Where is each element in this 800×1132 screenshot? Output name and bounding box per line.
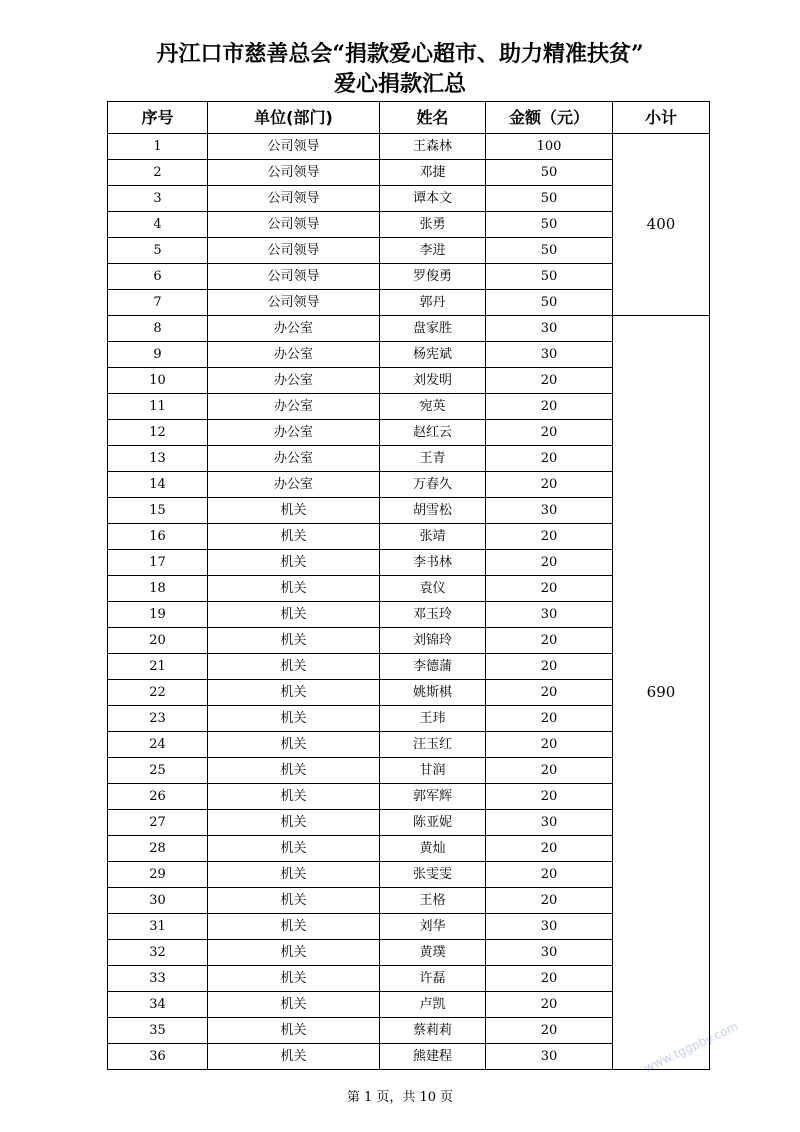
cell-amount: 20 <box>486 446 613 472</box>
cell-name: 甘润 <box>380 758 486 784</box>
cell-subtotal: 690 <box>613 316 710 1070</box>
cell-index: 32 <box>108 940 208 966</box>
cell-name: 汪玉红 <box>380 732 486 758</box>
cell-index: 17 <box>108 550 208 576</box>
cell-amount: 30 <box>486 342 613 368</box>
cell-name: 郭丹 <box>380 290 486 316</box>
table-row <box>108 316 710 342</box>
cell-name: 刘锦玲 <box>380 628 486 654</box>
cell-department: 机关 <box>208 862 380 888</box>
cell-index: 19 <box>108 602 208 628</box>
cell-department: 机关 <box>208 992 380 1018</box>
cell-amount: 20 <box>486 836 613 862</box>
cell-amount: 20 <box>486 732 613 758</box>
cell-name: 邓捷 <box>380 160 486 186</box>
cell-department: 机关 <box>208 706 380 732</box>
cell-amount: 100 <box>486 134 613 160</box>
cell-name: 万春久 <box>380 472 486 498</box>
cell-name: 张雯雯 <box>380 862 486 888</box>
cell-department: 机关 <box>208 940 380 966</box>
cell-index: 34 <box>108 992 208 1018</box>
cell-amount: 30 <box>486 602 613 628</box>
header-subtotal: 小计 <box>613 102 710 134</box>
cell-name: 王格 <box>380 888 486 914</box>
cell-name: 罗俊勇 <box>380 264 486 290</box>
cell-index: 15 <box>108 498 208 524</box>
cell-department: 机关 <box>208 888 380 914</box>
cell-department: 办公室 <box>208 394 380 420</box>
cell-department: 机关 <box>208 966 380 992</box>
cell-index: 35 <box>108 1018 208 1044</box>
cell-amount: 30 <box>486 316 613 342</box>
cell-index: 12 <box>108 420 208 446</box>
document-title: 丹江口市慈善总会“捐款爱心超市、助力精准扶贫” <box>156 41 644 67</box>
cell-index: 16 <box>108 524 208 550</box>
cell-amount: 30 <box>486 1044 613 1070</box>
cell-department: 机关 <box>208 914 380 940</box>
cell-department: 机关 <box>208 524 380 550</box>
cell-name: 袁仪 <box>380 576 486 602</box>
cell-department: 机关 <box>208 654 380 680</box>
cell-amount: 30 <box>486 914 613 940</box>
cell-amount: 20 <box>486 550 613 576</box>
cell-index: 8 <box>108 316 208 342</box>
page-footer: 第 1 页，共 10 页 <box>346 1090 454 1105</box>
table-header-row <box>108 102 710 134</box>
cell-department: 公司领导 <box>208 264 380 290</box>
cell-amount: 30 <box>486 498 613 524</box>
cell-amount: 20 <box>486 368 613 394</box>
cell-name: 刘华 <box>380 914 486 940</box>
cell-department: 公司领导 <box>208 238 380 264</box>
cell-department: 机关 <box>208 628 380 654</box>
cell-index: 23 <box>108 706 208 732</box>
cell-index: 21 <box>108 654 208 680</box>
cell-amount: 20 <box>486 576 613 602</box>
cell-department: 办公室 <box>208 446 380 472</box>
cell-department: 机关 <box>208 784 380 810</box>
cell-name: 李德蒲 <box>380 654 486 680</box>
cell-index: 29 <box>108 862 208 888</box>
cell-amount: 20 <box>486 888 613 914</box>
cell-department: 办公室 <box>208 316 380 342</box>
cell-department: 机关 <box>208 1044 380 1070</box>
cell-department: 办公室 <box>208 420 380 446</box>
cell-amount: 50 <box>486 238 613 264</box>
cell-amount: 20 <box>486 420 613 446</box>
cell-index: 22 <box>108 680 208 706</box>
header-index: 序号 <box>108 102 208 134</box>
cell-amount: 20 <box>486 394 613 420</box>
cell-index: 33 <box>108 966 208 992</box>
header-department: 单位(部门) <box>208 102 380 134</box>
cell-name: 黄璞 <box>380 940 486 966</box>
cell-amount: 30 <box>486 940 613 966</box>
cell-department: 公司领导 <box>208 212 380 238</box>
cell-amount: 50 <box>486 212 613 238</box>
cell-amount: 20 <box>486 1018 613 1044</box>
cell-amount: 20 <box>486 706 613 732</box>
cell-amount: 50 <box>486 160 613 186</box>
cell-department: 办公室 <box>208 368 380 394</box>
cell-department: 公司领导 <box>208 186 380 212</box>
cell-name: 张勇 <box>380 212 486 238</box>
cell-name: 盘家胜 <box>380 316 486 342</box>
cell-department: 公司领导 <box>208 134 380 160</box>
cell-department: 公司领导 <box>208 160 380 186</box>
cell-name: 李书林 <box>380 550 486 576</box>
cell-index: 3 <box>108 186 208 212</box>
cell-department: 公司领导 <box>208 290 380 316</box>
cell-amount: 20 <box>486 524 613 550</box>
cell-department: 机关 <box>208 576 380 602</box>
watermark: www.tggpby.com <box>641 1019 741 1075</box>
cell-name: 郭军辉 <box>380 784 486 810</box>
cell-index: 2 <box>108 160 208 186</box>
cell-department: 机关 <box>208 732 380 758</box>
cell-department: 办公室 <box>208 342 380 368</box>
cell-index: 26 <box>108 784 208 810</box>
cell-amount: 30 <box>486 810 613 836</box>
cell-index: 25 <box>108 758 208 784</box>
cell-index: 7 <box>108 290 208 316</box>
cell-index: 11 <box>108 394 208 420</box>
document-subtitle: 爱心捐款汇总 <box>333 71 466 97</box>
table-row <box>108 134 710 160</box>
cell-department: 机关 <box>208 550 380 576</box>
cell-index: 6 <box>108 264 208 290</box>
cell-amount: 20 <box>486 628 613 654</box>
cell-name: 李进 <box>380 238 486 264</box>
cell-name: 邓玉玲 <box>380 602 486 628</box>
cell-name: 黄灿 <box>380 836 486 862</box>
cell-index: 13 <box>108 446 208 472</box>
cell-department: 机关 <box>208 758 380 784</box>
cell-name: 宛英 <box>380 394 486 420</box>
cell-name: 杨宪斌 <box>380 342 486 368</box>
cell-amount: 20 <box>486 758 613 784</box>
cell-index: 1 <box>108 134 208 160</box>
cell-amount: 20 <box>486 654 613 680</box>
cell-amount: 20 <box>486 680 613 706</box>
cell-name: 王青 <box>380 446 486 472</box>
cell-amount: 50 <box>486 186 613 212</box>
cell-name: 许磊 <box>380 966 486 992</box>
cell-index: 4 <box>108 212 208 238</box>
cell-index: 30 <box>108 888 208 914</box>
cell-name: 张靖 <box>380 524 486 550</box>
cell-index: 27 <box>108 810 208 836</box>
cell-name: 陈亚妮 <box>380 810 486 836</box>
cell-department: 机关 <box>208 836 380 862</box>
cell-name: 王玮 <box>380 706 486 732</box>
cell-index: 28 <box>108 836 208 862</box>
cell-subtotal: 400 <box>613 134 710 316</box>
cell-department: 办公室 <box>208 472 380 498</box>
cell-department: 机关 <box>208 1018 380 1044</box>
cell-name: 蔡莉莉 <box>380 1018 486 1044</box>
donation-table <box>107 101 710 1070</box>
cell-index: 5 <box>108 238 208 264</box>
cell-name: 王森林 <box>380 134 486 160</box>
cell-name: 卢凯 <box>380 992 486 1018</box>
cell-name: 熊建程 <box>380 1044 486 1070</box>
cell-index: 31 <box>108 914 208 940</box>
cell-amount: 20 <box>486 992 613 1018</box>
cell-index: 20 <box>108 628 208 654</box>
cell-index: 36 <box>108 1044 208 1070</box>
cell-department: 机关 <box>208 498 380 524</box>
cell-name: 谭本文 <box>380 186 486 212</box>
cell-department: 机关 <box>208 810 380 836</box>
cell-amount: 20 <box>486 784 613 810</box>
cell-index: 18 <box>108 576 208 602</box>
cell-name: 姚斯棋 <box>380 680 486 706</box>
cell-index: 24 <box>108 732 208 758</box>
cell-amount: 50 <box>486 290 613 316</box>
cell-index: 9 <box>108 342 208 368</box>
cell-amount: 50 <box>486 264 613 290</box>
cell-name: 刘发明 <box>380 368 486 394</box>
cell-department: 机关 <box>208 680 380 706</box>
cell-index: 10 <box>108 368 208 394</box>
header-amount: 金额（元） <box>486 102 613 134</box>
cell-name: 赵红云 <box>380 420 486 446</box>
header-name: 姓名 <box>380 102 486 134</box>
cell-amount: 20 <box>486 472 613 498</box>
cell-name: 胡雪松 <box>380 498 486 524</box>
cell-index: 14 <box>108 472 208 498</box>
cell-amount: 20 <box>486 862 613 888</box>
cell-amount: 20 <box>486 966 613 992</box>
cell-department: 机关 <box>208 602 380 628</box>
